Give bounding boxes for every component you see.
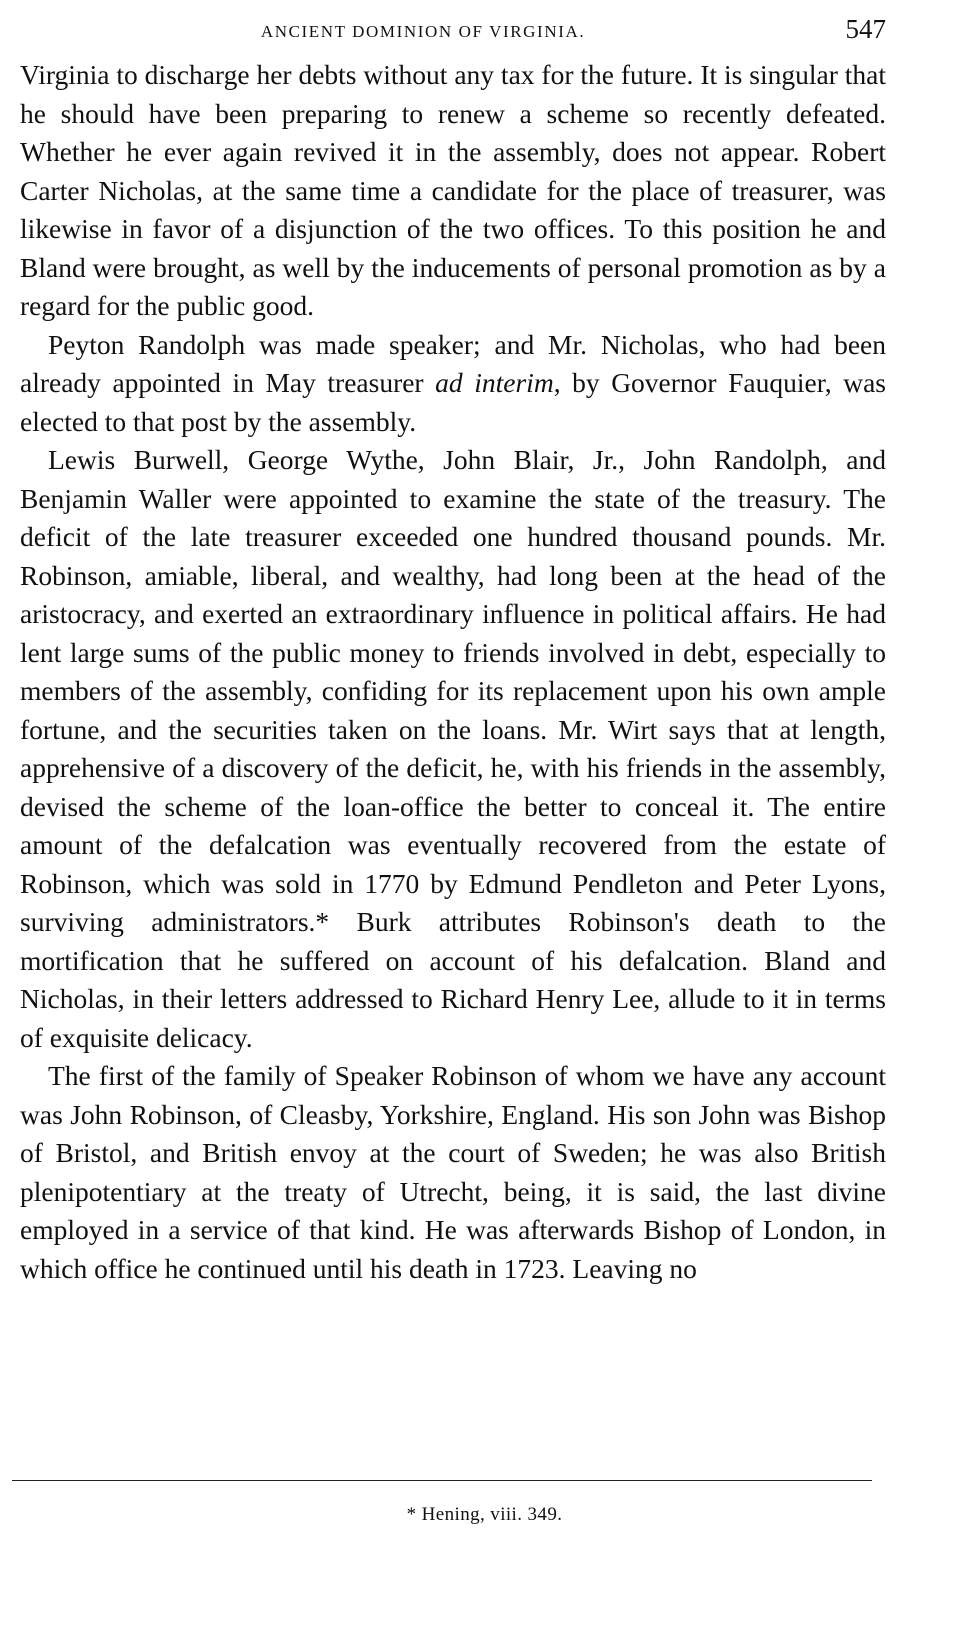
paragraph-2 [20,326,886,442]
paragraph-3: Lewis Burwell, George Wythe, John Blair, Jr., John Randolph, and Benjamin Waller were appointed to examine the state of the treasury. The deficit of the late treasurer exceeded one hundred thousand pounds. Mr. Robinson, amiable, liberal, and wealthy, had long been at the head of the aristocracy, and exerted an extraordinary influence in political affairs. He had lent large sums of the public money to friends involved in debt, especially to members of the assembly, confiding for its replacement upon his own ample fortune, and the securities taken on the loans. Mr. Wirt says that at length, apprehensive of a discovery of the deficit, he, with his friends in the assembly, devised the scheme of the loan-office the better to conceal it. The entire amount of the defalcation was eventually recovered from the estate of Robinson, which was sold in 1770 by Edmund Pendleton and Peter Lyons, surviving administrators.* Burk attributes Robinson's death to the mortification that he suffered on account of his defalcation. Bland and Nicholas, in their letters addressed to Richard Henry Lee, allude to it in terms of exquisite delicacy. [20,444,886,1053]
page-number: 547 [845,14,886,44]
paragraph-2-italic: ad interim [435,367,554,398]
paragraph-4: The first of the family of Speaker Robinson of whom we have any account was John Robinson, of Cleasby, Yorkshire, England. His son John was Bishop of Bristol, and British envoy at the court of Sweden; he was also British plenipotentiary at the treaty of Utrecht, being, it is said, the last divine employed in a service of that kind. He was afterwards Bishop of London, in which office he continued until his death in 1723. Leaving no [20,1060,886,1284]
running-title: ANCIENT DOMINION OF VIRGINIA. [260,22,586,41]
paragraph-1: Virginia to discharge her debts without any tax for the future. It is singular that he should have been preparing to renew a scheme so recently defeated. Whether he ever again revived it in the assembly, does not appear. Robert Carter Nicholas, at the same time a candidate for the place of treasurer, was likewise in favor of a disjunction of the two offices. To this position he and Bland were brought, as well by the inducements of personal promotion as by a regard for the public good. [20,59,886,321]
running-head [20,10,886,56]
footnote: * Hening, viii. 349. [406,1504,563,1525]
paragraph-2-text-b: , by Governor Fauquier, was elected to that post by the assembly. [20,367,886,437]
paragraph-2-text-a: Peyton Randolph was made speaker; and Mr. Nicholas, who had been already appointed in May treasurer [20,328,886,398]
footnote-rule [12,1480,872,1481]
book-page [20,10,886,1288]
body-text [20,56,886,1288]
